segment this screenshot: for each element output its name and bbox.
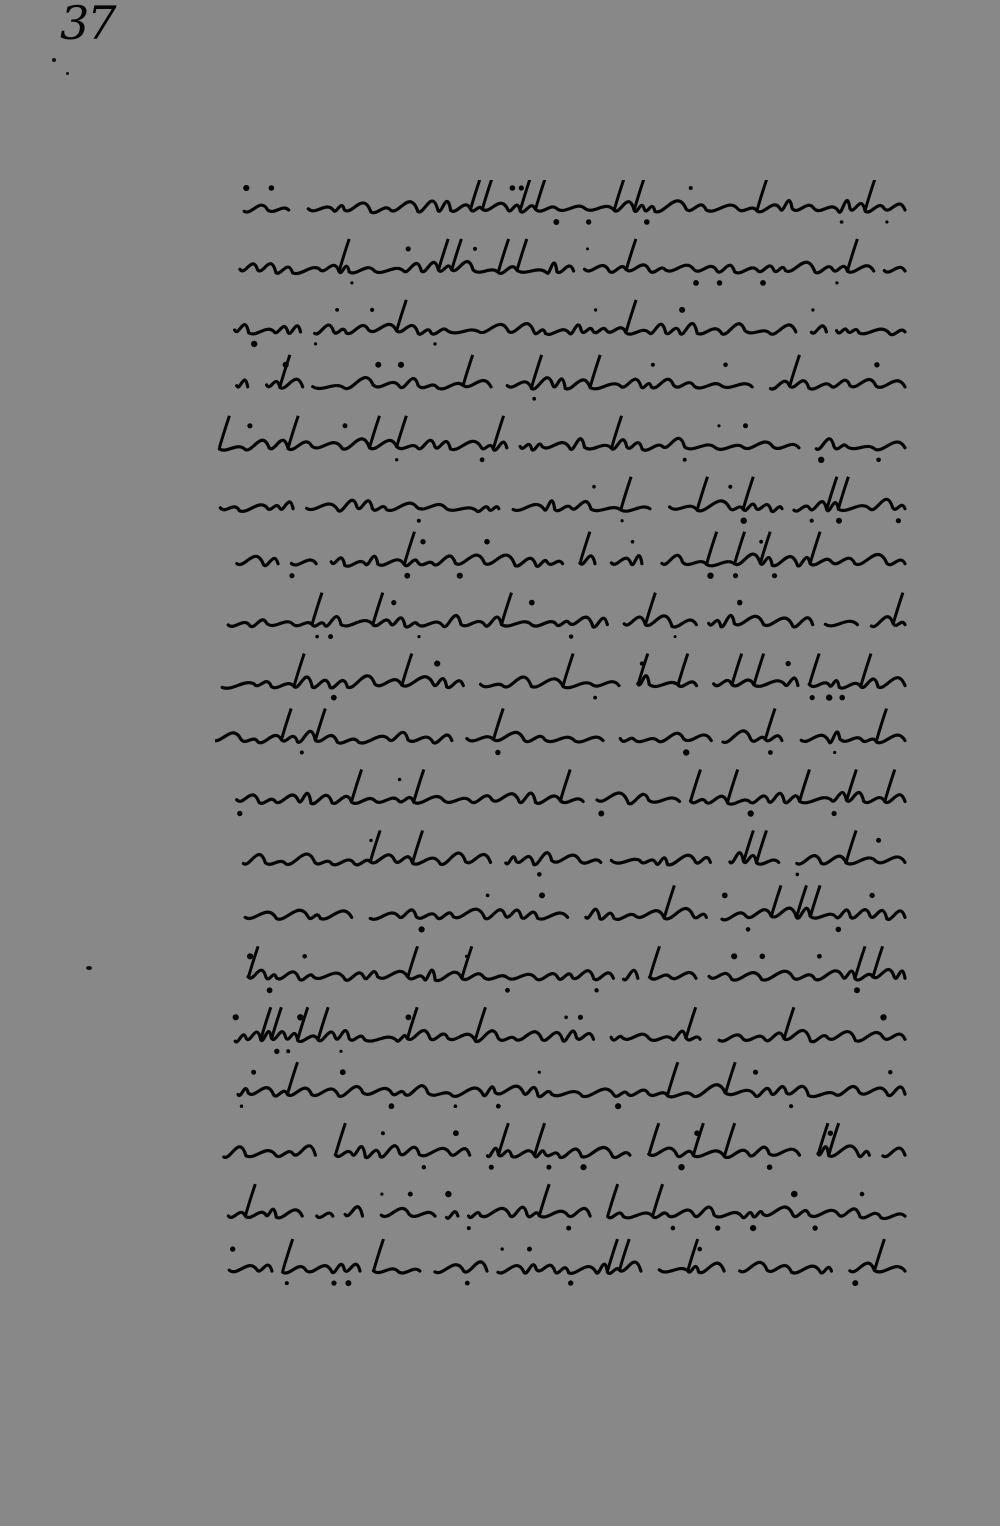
diacritic-dot [760,954,766,960]
diacritic-dot [860,1192,865,1197]
diacritic-dot [671,1226,676,1231]
letter-ascender [809,654,819,686]
diacritic-dot [693,280,699,286]
handwritten-stroke [229,1262,905,1274]
diacritic-dot [495,750,500,755]
letter-ascender [649,1123,659,1155]
letter-ascender [650,946,660,978]
diacritic-dot [453,1130,459,1136]
manuscript-line [228,593,905,639]
manuscript-line [232,946,906,993]
diacritic-dot [445,1191,451,1197]
letter-ascender [502,593,512,625]
diacritic-dot [315,635,319,639]
diacritic-dot [389,1103,395,1109]
diacritic-dot [501,1247,504,1250]
diacritic-dot [564,1016,568,1020]
diacritic-dot [240,1105,243,1108]
diacritic-dot [370,308,374,312]
manuscript-line [237,532,905,579]
letter-ascender [413,830,423,862]
diacritic-dot [592,485,596,489]
diacritic-dot [473,247,477,251]
letter-ascender [219,416,229,448]
letter-ascender [846,830,856,862]
diacritic-dot [457,573,463,579]
manuscript-line [219,416,905,463]
diacritic-dot [480,457,485,462]
letter-ascender [560,769,570,801]
diacritic-dot [417,519,421,523]
manuscript-line [220,477,905,524]
diacritic-dot [615,1103,621,1109]
diacritic-dot [852,1280,858,1286]
letter-ascender [608,1184,618,1216]
letter-ascender [608,1239,618,1271]
handwritten-stroke [237,793,905,805]
diacritic-dot [717,280,723,286]
letter-ascender [590,355,600,387]
diacritic-dot [621,519,624,522]
diacritic-dot [537,872,542,877]
manuscript-line [228,1184,905,1231]
diacritic-dot [380,1193,383,1196]
diacritic-dot [768,750,773,755]
diacritic-dot [314,342,317,345]
diacritic-dot [789,1104,793,1108]
diacritic-dot [731,953,737,959]
diacritic-dot [746,927,751,932]
diacritic-dot [375,362,381,368]
letter-ascender [535,180,545,210]
diacritic-dot [328,634,333,639]
diacritic-dot [737,600,743,606]
letter-ascender [298,1007,308,1039]
diacritic-dot [274,1049,279,1054]
letter-ascender [732,654,742,686]
diacritic-dot [484,539,490,545]
diacritic-dot [467,1226,471,1230]
diacritic-dot [343,423,348,428]
diacritic-dot [417,635,420,638]
manuscript-line [215,709,905,756]
diacritic-dot [251,1070,256,1075]
diacritic-dot [689,186,693,190]
handwritten-stroke [238,1085,905,1097]
diacritic-dot [381,1131,385,1135]
letter-ascender [374,1239,384,1271]
diacritic-dot [593,696,597,700]
diacritic-dot [339,1050,342,1053]
letter-ascender [686,1007,696,1039]
diacritic-dot [876,838,881,843]
diacritic-dot [750,1225,756,1231]
diacritic-dot [406,246,411,251]
letter-ascender [874,1239,884,1271]
handwritten-stroke [232,970,906,981]
letter-ascender [810,885,820,917]
diacritic-dot [759,540,763,544]
letter-ascender [877,709,887,741]
diacritic-dot [811,308,814,311]
diacritic-dot [546,1165,551,1170]
letter-ascender [335,1123,345,1155]
manuscript-text-block [215,180,915,1320]
diacritic-dot [885,220,888,223]
handwritten-stroke [228,1207,905,1219]
letter-ascender [405,532,415,564]
letter-ascender [893,593,903,625]
manuscript-line [231,885,905,932]
letter-ascender [539,1184,549,1216]
diacritic-dot [840,220,844,224]
diacritic-dot [505,988,510,993]
diacritic-dot [748,810,754,816]
diacritic-dot [489,1165,494,1170]
diacritic-dot [302,954,307,959]
diacritic-dot [631,540,635,544]
diacritic-dot [833,751,836,754]
diacritic-dot [529,600,535,606]
diacritic-dot [854,987,860,993]
diacritic-dot [760,280,766,286]
diacritic-dot [350,281,353,284]
letter-ascender [396,416,406,448]
diacritic-dot [247,423,252,428]
letter-ascender [698,477,708,509]
diacritic-dot [269,185,275,191]
handwritten-stroke [235,1030,905,1041]
diacritic-dot [569,634,573,638]
diacritic-dot [251,341,257,347]
diacritic-dot [741,518,747,524]
manuscript-line [225,239,905,286]
diacritic-dot [510,185,516,191]
letter-ascender [315,709,325,741]
letter-ascender [829,1123,839,1155]
diacritic-dot [237,811,242,816]
page-number: 37 [60,0,115,50]
diacritic-dot [810,695,815,700]
diacritic-dot [233,1014,239,1020]
letter-ascender [245,1184,255,1216]
letter-ascender [668,1062,678,1094]
diacritic-dot [340,1069,346,1075]
diacritic-dot [345,1280,351,1286]
diacritic-dot [285,1281,289,1285]
letter-ascender [754,654,764,686]
letter-ascender [373,593,383,625]
letter-ascender [621,477,631,509]
diacritic-dot [519,185,524,190]
letter-ascender [288,1062,298,1094]
letter-ascender [707,532,717,564]
letter-ascender [855,946,865,978]
diacritic-dot [404,573,410,579]
diacritic-dot [683,749,689,755]
letter-ascender [352,769,362,801]
diacritic-dot [300,751,304,755]
diacritic-dot [422,1165,426,1169]
diacritic-dot [527,1247,532,1252]
diacritic-dot [839,695,845,701]
diacritic-dot [715,1225,720,1230]
diacritic-dot [874,362,879,367]
manuscript-line [237,355,905,401]
diacritic-dot [717,424,720,427]
diacritic-dot [434,661,440,667]
letter-ascender [664,885,674,917]
letter-ascender [847,239,857,271]
diacritic-dot [826,694,832,700]
handwritten-stroke [220,499,905,511]
diacritic-dot [553,219,559,225]
diacritic-dot [289,573,294,578]
diacritic-dot [465,1281,470,1286]
diacritic-dot [835,281,838,284]
letter-ascender [408,946,418,978]
manuscript-line [229,1239,905,1286]
letter-ascender [678,654,688,686]
diacritic-dot [836,518,842,524]
letter-ascender [499,239,509,271]
diacritic-dot [454,1104,458,1108]
diacritic-dot [722,893,728,899]
diacritic-dot [594,988,598,992]
diacritic-dot [743,423,748,428]
letter-ascender [784,1007,794,1039]
letter-ascender [312,593,322,625]
diacritic-dot [812,1225,817,1230]
diacritic-dot [832,811,837,816]
diacritic-dot [888,1070,892,1074]
manuscript-line [235,300,905,347]
manuscript-line [222,654,905,701]
diacritic-dot [791,1191,798,1198]
letter-ascender [396,300,406,332]
diacritic-dot [674,635,677,638]
letter-ascender [725,1123,735,1155]
letter-ascender [414,769,424,801]
diacritic-dot [880,1014,886,1020]
diacritic-dot [869,893,874,898]
letter-ascender [288,416,298,448]
diacritic-dot [398,362,404,368]
diacritic-dot [586,219,591,224]
diacritic-dot [578,1015,583,1020]
diacritic-dot [395,458,398,461]
diacritic-dot [406,1014,412,1020]
handwritten-stroke [224,1146,905,1158]
letter-ascender [281,709,291,741]
diacritic-dot [810,519,814,523]
handwritten-stroke [243,853,905,865]
letter-ascender [810,532,820,564]
ink-speck [66,72,69,75]
diacritic-dot [331,695,337,701]
diacritic-dot [707,573,713,579]
diacritic-dot [644,219,650,225]
diacritic-dot [243,185,249,191]
diacritic-dot [796,873,800,877]
diacritic-dot [772,573,777,578]
handwritten-stroke [233,201,905,213]
diacritic-dot [335,308,339,312]
letter-ascender [653,1184,663,1216]
handwritten-stroke [231,908,905,920]
diacritic-dot [496,1104,501,1109]
handwritten-stroke [228,616,905,628]
diacritic-dot [723,363,728,368]
diacritic-dot [580,1164,586,1170]
diacritic-dot [420,539,425,544]
letter-ascender [645,593,655,625]
letter-ascender [462,946,472,978]
diacritic-dot [433,342,436,345]
diacritic-dot [568,1280,573,1285]
letter-ascender [838,477,848,509]
letter-ascender [728,769,738,801]
diacritic-dot [486,894,490,898]
letter-ascender [370,416,380,448]
manuscript-line [237,769,905,816]
diacritic-dot [896,518,901,523]
diacritic-dot [398,778,402,782]
letter-ascender [280,355,290,387]
manuscript-line [243,830,905,876]
diacritic-dot [678,1164,684,1170]
diacritic-dot [230,1246,235,1251]
diacritic-dot [728,485,732,489]
diacritic-dot [651,363,655,367]
handwritten-stroke [219,438,905,450]
diacritic-dot [586,247,589,250]
handwritten-stroke [237,378,905,390]
diacritic-dot [598,811,604,817]
diacritic-dot [538,1071,541,1074]
letter-ascender [370,830,380,862]
diacritic-dot [331,1281,336,1286]
letter-ascender [691,769,701,801]
letter-ascender [517,239,527,271]
manuscript-line [224,1123,905,1170]
letter-ascender [563,654,573,686]
letter-ascender [402,654,412,686]
diacritic-dot [267,987,273,993]
letter-ascender [757,830,767,862]
diacritic-dot [836,927,842,933]
letter-ascender [482,180,492,210]
diacritic-dot [391,600,396,605]
letter-ascender [470,180,480,210]
diacritic-dot [679,307,685,313]
letter-ascender [865,180,875,210]
diacritic-dot [818,457,824,463]
letter-ascender [463,355,473,387]
diacritic-dot [594,308,597,311]
manuscript-line [233,180,905,225]
diacritic-dot [419,926,425,932]
letter-ascender [283,1239,293,1271]
diacritic-dot [697,1247,702,1252]
diacritic-dot [683,458,687,462]
diacritic-dot [817,954,822,959]
letter-ascender [626,239,636,271]
diacritic-dot [876,458,881,463]
diacritic-dot [767,1164,773,1170]
handwritten-stroke [225,262,905,274]
diacritic-dot [753,1070,758,1075]
diacritic-dot [566,1226,571,1231]
diacritic-dot [532,397,536,401]
handwritten-stroke [237,554,905,566]
letter-ascender [493,709,503,741]
letter-ascender [757,180,767,210]
diacritic-dot [369,839,372,842]
diacritic-dot [828,1131,833,1136]
diacritic-dot [286,1049,290,1053]
letter-ascender [725,1062,735,1094]
diacritic-dot [539,892,545,898]
handwriting-scribbles [215,180,915,1320]
letter-ascender [800,769,810,801]
manuscript-line [233,1007,905,1054]
handwritten-stroke [235,324,905,335]
diacritic-dot [786,661,791,666]
manuscript-line [238,1062,905,1109]
letter-ascender [693,1123,703,1155]
letter-ascender [626,300,636,332]
ink-speck [86,966,92,970]
ink-speck [52,58,56,62]
diacritic-dot [408,1192,413,1197]
diacritic-dot [247,953,253,959]
diacritic-dot [733,573,738,578]
